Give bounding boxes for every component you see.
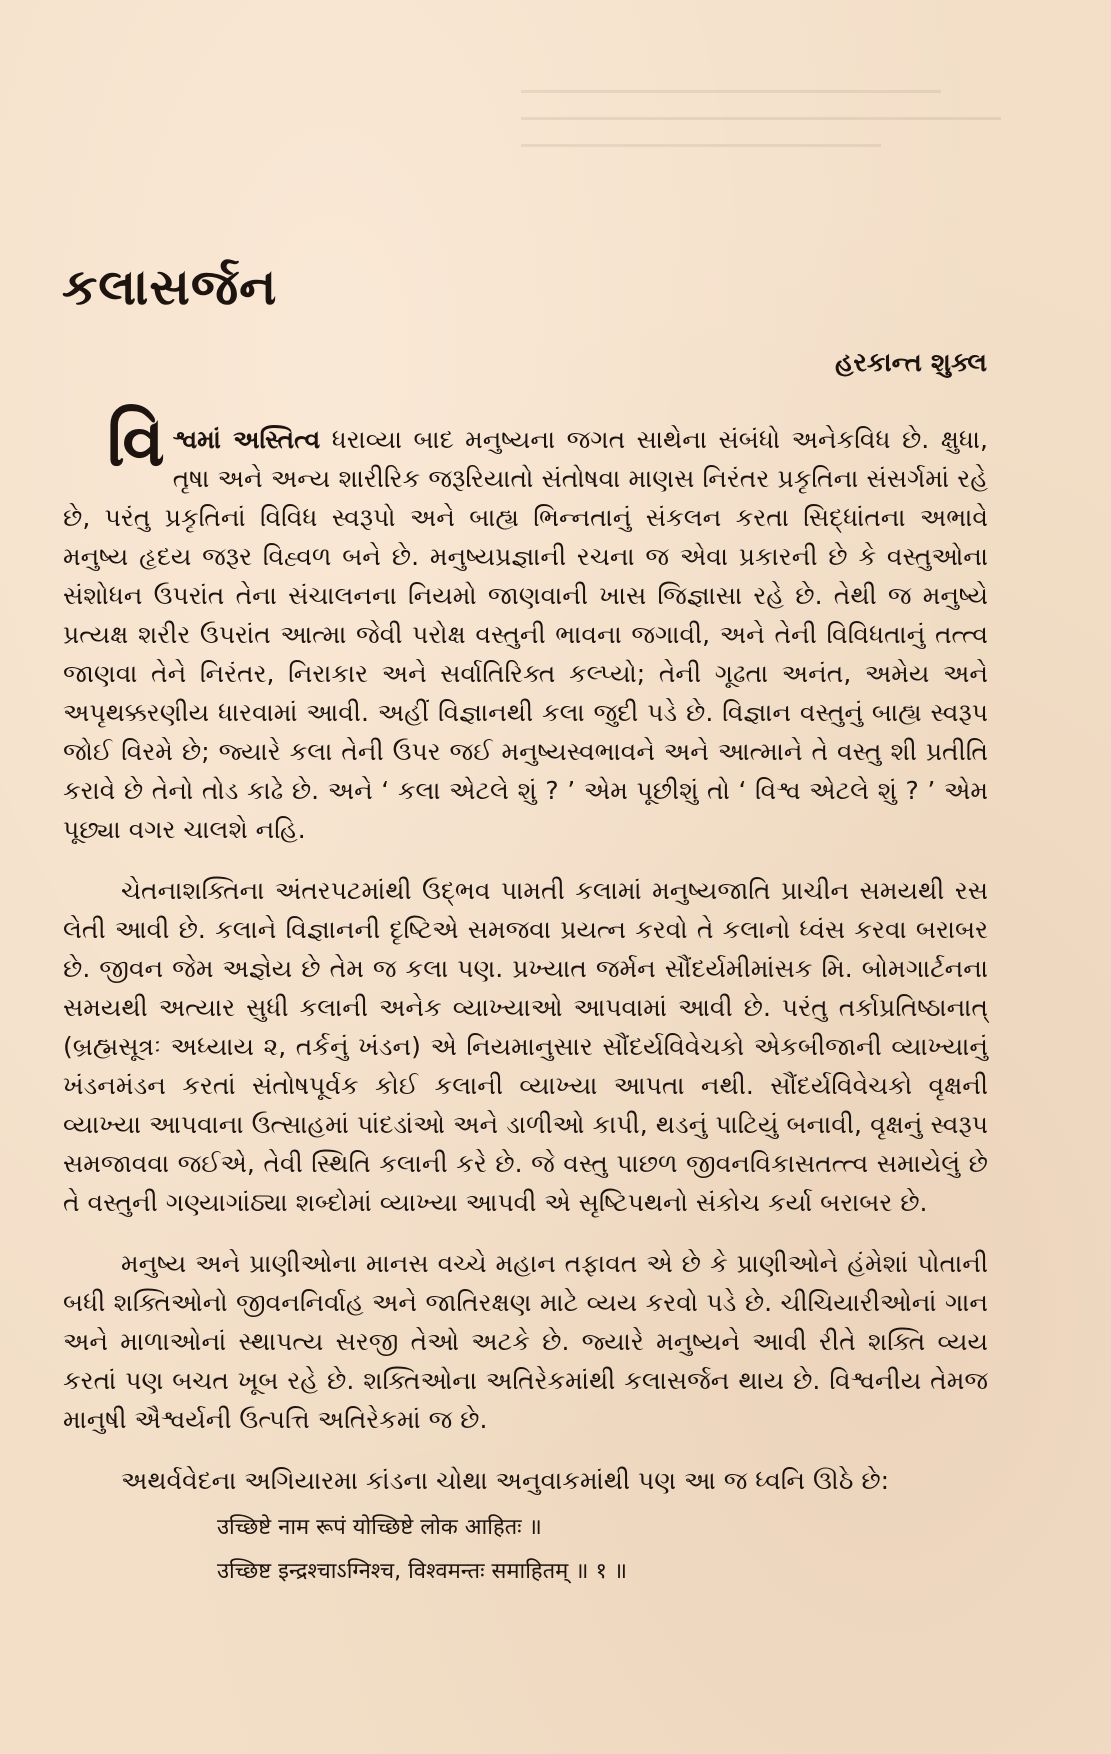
drop-cap: વિ bbox=[107, 403, 165, 482]
paragraph-2: ચેતનાશક્તિના અંતરપટમાંથી ઉદ્ભવ પામતી કલામાં મનુષ્યજાતિ પ્રાચીન સમયથી રસ લેતી આવી છે. કલાને વિજ્ઞાનની દૃષ્ટિએ સમજવા પ્રયત્ન કરવો તે કલાનો ધ્વંસ કરવા બરાબર છે. જીવન જેમ અજ્ઞેય છે તેમ જ કલા પણ. પ્રખ્યાત જર્મન સૌંદર્યમીમાંસક મિ. બોમગાર્ટનના સમયથી અત્યાર સુધી કલાની અનેક વ્યાખ્યાઓ આપવામાં આવી છે. પરંતુ તર્કાપ્રતિષ્ઠાનાત્ (બ્રહ્મસૂત્રઃ અધ્યાય ૨, તર્કનું ખંડન) એ નિયમાનુસાર સૌંદર્યવિવેચકો એકબીજાની વ્યાખ્યાનું ખંડનમંડન કરતાં સંતોષપૂર્વક કોઈ કલાની વ્યાખ્યા આપતા નથી. સૌંદર્યવિવેચકો વૃક્ષની વ્યાખ્યા આપવાના ઉત્સાહમાં પાંદડાંઓ અને ડાળીઓ કાપી, થડનું પાટિયું બનાવી, વૃક્ષનું સ્વરૂપ સમજાવવા જઈએ, તેવી સ્થિતિ કલાની કરે છે. જે વસ્તુ પાછળ જીવનવિકાસતત્ત્વ સમાયેલું છે તે વસ્તુની ગણ્યાગાંઠ્યા શબ્દોમાં વ્યાખ્યા આપવી એ સૃષ્ટિપથનો સંકોચ કર્યા બરાબર છે. bbox=[63, 876, 988, 1217]
verse-line-2: उच्छिष्ट इन्द्रश्चाऽग्निश्च, विश्वमन्तः समाहितम् ॥ १ ॥ bbox=[217, 1559, 628, 1584]
article-body bbox=[63, 403, 988, 1594]
verse-line-1: उच्छिष्टे नाम रूपं योच्छिष्टे लोक आहितः ॥ bbox=[217, 1515, 542, 1540]
paragraph-1 bbox=[63, 403, 988, 849]
sanskrit-verse bbox=[63, 1506, 988, 1594]
author-name: હરકાન્ત શુક્લ bbox=[834, 348, 987, 378]
paragraph-1-lead: શ્વમાં અસ્તિત્વ bbox=[172, 425, 321, 454]
article-title: કલાસર્જન bbox=[62, 258, 278, 316]
paragraph-4: અથર્વવેદના અગિયારમા કાંડના ચોથા અનુવાકમાંથી પણ આ જ ધ્વનિ ઊઠે છે: bbox=[121, 1466, 890, 1495]
paragraph-1-text: ધરાવ્યા બાદ મનુષ્યના જગત સાથેના સંબંધો અનેકવિધ છે. ક્ષુધા, તૃષા અને અન્ય શારીરિક જરૂરિયાતો સંતોષવા માણસ નિરંતર પ્રકૃતિના સંસર્ગમાં રહે છે, પરંતુ પ્રકૃતિનાં વિવિધ સ્વરૂપો અને બાહ્ય ભિન્નતાનું સંકલન કરતા સિદ્ધાંતના અભાવે મનુષ્ય હૃદય જરૂર વિહ્વળ બને છે. મનુષ્યપ્રજ્ઞાની રચના જ એવા પ્રકારની છે કે વસ્તુઓના સંશોધન ઉપરાંત તેના સંચાલનના નિયમો જાણવાની ખાસ જિજ્ઞાસા રહે છે. તેથી જ મનુષ્યે પ્રત્યક્ષ શરીર ઉપરાંત આત્મા જેવી પરોક્ષ વસ્તુની ભાવના જગાવી, અને તેની વિવિધતાનું તત્ત્વ જાણવા તેને નિરંતર, નિરાકાર અને સર્વાતિરિક્ત કલ્પ્યો; તેની ગૂઢતા અનંત, અમેય અને અપૃથક્કરણીય ધારવામાં આવી. અહીં વિજ્ઞાનથી કલા જુદી પડે છે. વિજ્ઞાન વસ્તુનું બાહ્ય સ્વરૂપ જોઈ વિરમે છે; જ્યારે કલા તેની ઉપર જઈ મનુષ્યસ્વભાવને અને આત્માને તે વસ્તુ શી પ્રતીતિ કરાવે છે તેનો તોડ કાઢે છે. અને ‘ કલા એટલે શું ? ’ એમ પૂછીશું તો ‘ વિશ્વ એટલે શું ? ’ એમ પૂછ્યા વગર ચાલશે નહિ. bbox=[63, 425, 988, 844]
show-through-text bbox=[521, 90, 1041, 170]
paragraph-3: મનુષ્ય અને પ્રાણીઓના માનસ વચ્ચે મહાન તફાવત એ છે કે પ્રાણીઓને હંમેશાં પોતાની બધી શક્તિઓનો જીવનનિર્વાહ અને જાતિરક્ષણ માટે વ્યય કરવો પડે છે. ચીચિયારીઓનાં ગાન અને માળાઓનાં સ્થાપત્ય સરજી તેઓ અટકે છે. જ્યારે મનુષ્યને આવી રીતે શક્તિ વ્યય કરતાં પણ બચત ખૂબ રહે છે. શક્તિઓના અતિરેકમાંથી કલાસર્જન થાય છે. વિશ્વનીય તેમજ માનુષી ઐશ્વર્યની ઉત્પત્તિ અતિરેકમાં જ છે. bbox=[63, 1249, 988, 1434]
